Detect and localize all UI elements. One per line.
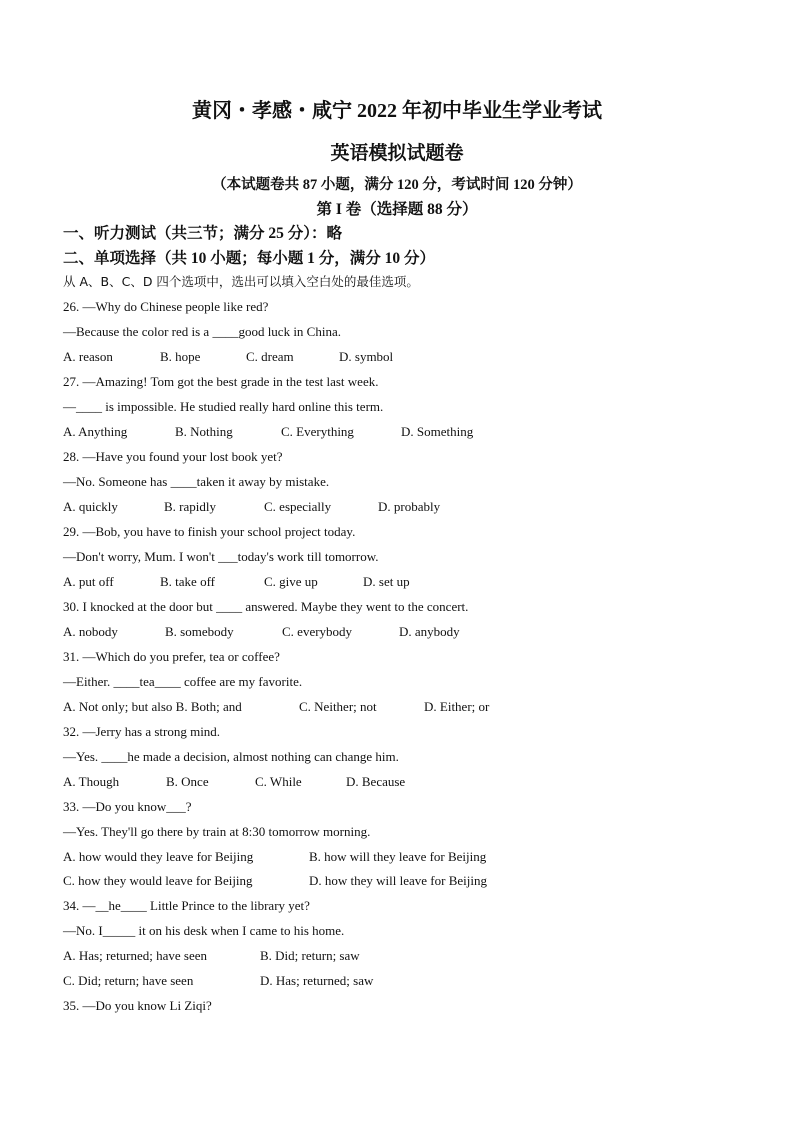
option-b: B. Once bbox=[166, 774, 209, 789]
option-d: D. anybody bbox=[399, 624, 460, 639]
option-b: B. rapidly bbox=[164, 499, 216, 514]
section-listening: 一、听力测试（共三节；满分 25 分）：略 bbox=[63, 225, 343, 242]
option-b: B. Nothing bbox=[175, 424, 233, 439]
option-c: C. everybody bbox=[282, 624, 353, 639]
question-stem: —Don't worry, Mum. I won't ___today's work till tomorrow. bbox=[63, 549, 379, 564]
option-d: D. how they will leave for Beijing bbox=[309, 873, 487, 888]
option-b: B. hope bbox=[160, 349, 201, 364]
option-b: B. somebody bbox=[165, 624, 234, 639]
option-b: B. take off bbox=[160, 574, 215, 589]
volume-heading: 第 I 卷（选择题 88 分） bbox=[316, 201, 478, 218]
exam-subtitle: 英语模拟试题卷 bbox=[330, 143, 464, 164]
question-stem: 30. I knocked at the door but ____ answered. Maybe they went to the concert. bbox=[63, 599, 469, 614]
option-b: B. Did; return; saw bbox=[260, 948, 360, 963]
question-stem: —Yes. They'll go there by train at 8:30 tomorrow morning. bbox=[63, 824, 371, 839]
question-stem: 26. —Why do Chinese people like red? bbox=[63, 299, 269, 314]
option-d: D. Because bbox=[346, 774, 406, 789]
question-stem: —Either. ____tea____ coffee are my favorite. bbox=[63, 674, 303, 689]
question-stem: 27. —Amazing! Tom got the best grade in the test last week. bbox=[63, 374, 379, 389]
question-stem: —No. Someone has ____taken it away by mistake. bbox=[63, 474, 330, 489]
option-c: C. how they would leave for Beijing bbox=[63, 873, 253, 888]
section-single-choice: 二、单项选择（共 10 小题；每小题 1 分，满分 10 分） bbox=[63, 250, 436, 267]
question-stem: 29. —Bob, you have to finish your school project today. bbox=[63, 524, 356, 539]
option-a-b: A. Not only; but also B. Both; and bbox=[63, 699, 242, 714]
option-c: C. especially bbox=[264, 499, 332, 514]
option-d: D. set up bbox=[363, 574, 410, 589]
section-instruction: 从 A、B、C、D 四个选项中，选出可以填入空白处的最佳选项。 bbox=[63, 274, 419, 289]
option-a: A. how would they leave for Beijing bbox=[63, 849, 254, 864]
option-a: A. Anything bbox=[63, 424, 128, 439]
question-stem: —Because the color red is a ____good luck in China. bbox=[63, 324, 341, 339]
option-a: A. reason bbox=[63, 349, 113, 364]
option-c: C. dream bbox=[246, 349, 294, 364]
option-c: C. While bbox=[255, 774, 302, 789]
question-stem: 32. —Jerry has a strong mind. bbox=[63, 724, 221, 739]
question-stem: —Yes. ____he made a decision, almost nothing can change him. bbox=[63, 749, 399, 764]
option-c: C. Did; return; have seen bbox=[63, 973, 194, 988]
option-d: D. Has; returned; saw bbox=[260, 973, 374, 988]
option-a: A. Has; returned; have seen bbox=[63, 948, 208, 963]
question-stem: 28. —Have you found your lost book yet? bbox=[63, 449, 283, 464]
option-c: C. give up bbox=[264, 574, 318, 589]
option-a: A. put off bbox=[63, 574, 114, 589]
option-d: D. symbol bbox=[339, 349, 394, 364]
option-c: C. Everything bbox=[281, 424, 354, 439]
option-a: A. nobody bbox=[63, 624, 118, 639]
option-b: B. how will they leave for Beijing bbox=[309, 849, 487, 864]
question-stem: —No. I_____ it on his desk when I came to his home. bbox=[63, 923, 345, 938]
option-d: D. probably bbox=[378, 499, 441, 514]
option-a: A. quickly bbox=[63, 499, 118, 514]
option-d: D. Something bbox=[401, 424, 474, 439]
option-a: A. Though bbox=[63, 774, 120, 789]
exam-title: 黄冈・孝感・咸宁 2022 年初中毕业生学业考试 bbox=[192, 100, 602, 122]
question-stem: 34. —__he____ Little Prince to the library yet? bbox=[63, 898, 310, 913]
option-c: C. Neither; not bbox=[299, 699, 377, 714]
question-stem: —____ is impossible. He studied really hard online this term. bbox=[63, 399, 384, 414]
question-stem: 33. —Do you know___? bbox=[63, 799, 192, 814]
option-d: D. Either; or bbox=[424, 699, 490, 714]
question-stem: 35. —Do you know Li Ziqi? bbox=[63, 998, 212, 1013]
exam-note: （本试题卷共 87 小题，满分 120 分，考试时间 120 分钟） bbox=[212, 177, 582, 193]
question-stem: 31. —Which do you prefer, tea or coffee? bbox=[63, 649, 280, 664]
